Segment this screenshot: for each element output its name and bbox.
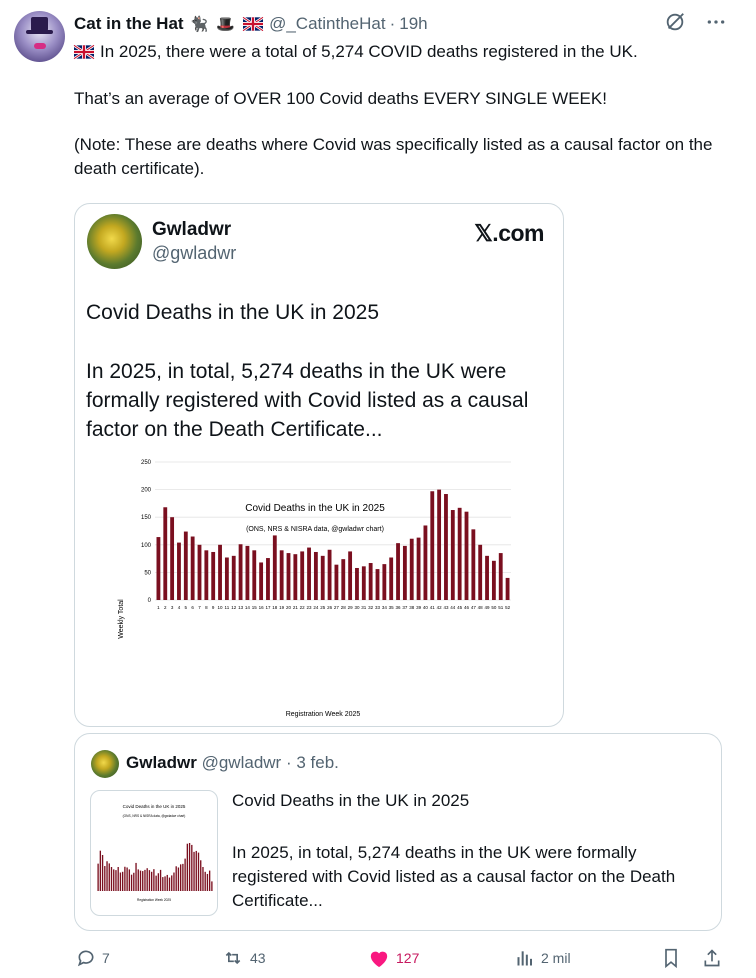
chart-x-tick-label: 27 (333, 605, 339, 610)
chart-x-tick-label: 19 (279, 605, 285, 610)
chart-bar (184, 532, 188, 600)
chart-x-ticks (157, 605, 510, 610)
post-top-actions (664, 11, 726, 33)
chart-y-tick-label: 200 (140, 487, 151, 494)
thumb-chart-bar (211, 881, 212, 891)
thumb-chart-bar (97, 864, 98, 891)
repost-button[interactable] (222, 948, 266, 968)
post-text (74, 40, 734, 180)
chart-x-tick-label: 37 (402, 605, 408, 610)
thumb-chart-bar (173, 873, 174, 891)
quoted-author-handle: @gwladwr (201, 753, 282, 772)
chart-bar (307, 548, 311, 600)
thumb-chart-bar (158, 873, 159, 891)
chart-bar (437, 490, 441, 600)
chart-bar (403, 546, 407, 600)
thumb-chart-bar (164, 876, 165, 891)
chart-x-tick-label: 49 (484, 605, 490, 610)
chart-x-tick-label: 18 (272, 605, 278, 610)
author-name[interactable]: Cat in the Hat (74, 14, 184, 33)
chart-x-tick-label: 13 (238, 605, 244, 610)
chart-x-tick-label: 7 (198, 605, 201, 610)
thumb-chart-bar (129, 869, 130, 891)
chart-x-tick-label: 40 (422, 605, 428, 610)
chart-x-label: Registration Week 2025 (285, 711, 361, 718)
post-action-bar (0, 944, 756, 978)
thumb-chart-bar (205, 872, 206, 891)
thumb-chart-bar (176, 866, 177, 891)
grok-icon[interactable] (664, 11, 686, 33)
thumb-chart-bar (155, 876, 156, 891)
thumb-chart-bar (160, 870, 161, 891)
chart-x-tick-label: 51 (498, 605, 504, 610)
thumb-chart-bar (131, 875, 132, 891)
chart-bar (321, 556, 325, 600)
chart-x-tick-label: 8 (205, 605, 208, 610)
thumb-chart-bars (97, 843, 212, 891)
thumb-chart-bar (100, 851, 101, 891)
chart-bar (170, 517, 174, 600)
reply-icon (76, 948, 96, 968)
chart-x-tick-label: 35 (388, 605, 394, 610)
chart-bar (478, 545, 482, 600)
post-time[interactable]: 19h (399, 14, 428, 33)
thumb-chart-bar (207, 874, 208, 891)
chart-x-tick-label: 46 (463, 605, 470, 610)
chart-x-tick-label: 45 (457, 605, 463, 610)
chart-x-tick-label: 38 (409, 605, 415, 610)
reply-button[interactable] (76, 948, 110, 968)
chart-bar (458, 508, 462, 600)
chart-x-tick-label: 14 (244, 605, 250, 610)
avatar-bow (34, 43, 46, 49)
quoted-post-body: In 2025, in total, 5,274 deaths in the UK were formally registered with Covid listed as a causal factor on the Death Certificate... (232, 843, 676, 910)
thumb-chart-bar (133, 873, 134, 891)
share-icon (702, 948, 722, 968)
chart-bar (266, 558, 270, 600)
thumb-chart-bar (102, 855, 103, 891)
chart-bar (232, 556, 236, 600)
chart-bar (225, 557, 229, 600)
chart-bar (239, 544, 243, 600)
chart-bar (191, 537, 195, 600)
thumb-chart-subtitle: (ONS, NRS & NISRA data, @gwladwr chart) (122, 814, 186, 818)
chart-subtitle: (ONS, NRS & NISRA data, @gwladwr chart) (246, 526, 384, 533)
thumb-chart-bar (142, 871, 143, 891)
chart-y-tick-label: 250 (140, 460, 151, 466)
chart-bar (499, 553, 503, 600)
chart-x-tick-label: 39 (416, 605, 422, 610)
card-author-name: Gwladwr (152, 219, 232, 240)
thumb-chart-bar (153, 869, 154, 891)
chart-x-tick-label: 5 (184, 605, 188, 610)
author-emojis: 🐈‍⬛ 🎩 (189, 16, 238, 33)
chart-bar (417, 538, 421, 600)
chart-x-tick-label: 30 (354, 605, 360, 610)
thumb-chart-bar (115, 870, 116, 891)
chart-x-tick-label: 48 (477, 605, 483, 610)
quoted-chart-thumbnail[interactable] (90, 790, 218, 916)
thumb-chart-bar (122, 872, 123, 891)
chart-bar (177, 543, 181, 600)
repost-count: 43 (250, 950, 266, 966)
chart-x-tick-label: 12 (231, 605, 237, 610)
thumb-chart-bar (167, 875, 168, 891)
thumb-chart-bar (126, 867, 127, 891)
chart-bar (382, 564, 386, 600)
chart-bar (211, 552, 215, 600)
chart-bar (280, 550, 284, 600)
views-button[interactable] (515, 948, 571, 968)
chart-x-tick-label: 23 (306, 605, 312, 610)
thumb-chart-bar (178, 867, 179, 891)
thumb-chart-bar (184, 859, 185, 891)
uk-flag-icon (243, 17, 263, 31)
more-options-icon[interactable] (706, 12, 726, 32)
chart-bar (246, 546, 250, 600)
thumb-chart-bar (169, 878, 170, 891)
chart-x-tick-label: 16 (258, 605, 264, 610)
thumb-chart-bar (182, 864, 183, 891)
chart-x-tick-label: 10 (217, 605, 223, 610)
views-icon (515, 948, 535, 968)
chart-bar (396, 543, 400, 600)
thumb-chart-bar (189, 843, 190, 891)
thumb-chart-bar (180, 864, 181, 891)
chart-y-tick-label: 100 (140, 542, 151, 549)
thumb-chart-bar (124, 867, 125, 891)
chart-x-tick-label: 52 (505, 605, 511, 610)
chart-x-tick-label: 29 (347, 605, 353, 610)
thumb-chart-bar (200, 860, 201, 891)
thumb-chart-bar (138, 869, 139, 891)
thumb-chart-bar (135, 863, 136, 891)
chart-bar (314, 552, 318, 600)
thumb-chart-bar (113, 869, 114, 891)
chart-bar (471, 529, 475, 600)
chart-bar (348, 551, 352, 600)
chart-x-tick-label: 20 (285, 605, 292, 610)
thumb-chart-bar (109, 863, 110, 891)
chart-bar (465, 512, 469, 600)
chart-x-tick-label: 41 (429, 605, 435, 610)
thumb-chart-bar (147, 868, 148, 891)
chart-x-tick-label: 50 (491, 605, 497, 610)
thumb-chart-bar (106, 861, 107, 891)
chart-bar (328, 550, 332, 600)
chart-x-tick-label: 22 (299, 605, 305, 610)
chart-x-tick-label: 47 (470, 605, 476, 610)
chart-bar (355, 568, 359, 600)
chart-x-tick-label: 11 (224, 605, 230, 610)
chart-bar (444, 494, 448, 600)
chart-x-tick-label: 17 (265, 605, 271, 610)
thumb-chart-bar (162, 877, 163, 891)
chart-bar (259, 562, 263, 600)
thumb-chart-bar (118, 867, 119, 891)
chart-bar (335, 565, 339, 600)
chart-x-tick-label: 4 (177, 605, 181, 610)
quoted-separator: · (285, 753, 292, 772)
chart-x-tick-label: 24 (313, 605, 319, 610)
chart-x-tick-label: 43 (443, 605, 449, 610)
chart-bar (204, 550, 208, 600)
chart-x-tick-label: 15 (251, 605, 257, 610)
like-count: 127 (396, 950, 420, 966)
thumb-chart-title: Covid Deaths in the UK in 2025 (122, 804, 186, 809)
thumbnail-chart (91, 791, 217, 915)
chart-x-tick-label: 33 (374, 605, 381, 610)
avatar-hat (31, 17, 48, 31)
chart-x-tick-label: 3 (170, 605, 174, 610)
chart-bar (451, 510, 455, 600)
chart-bar (218, 545, 222, 600)
chart-x-tick-label: 21 (292, 605, 298, 610)
chart-bar (376, 569, 380, 600)
thumb-chart-bar (149, 870, 150, 891)
post-header (74, 12, 428, 36)
chart-y-tick-label: 150 (140, 515, 151, 522)
chart-bar (252, 550, 256, 600)
chart-x-tick-label: 31 (361, 605, 367, 610)
chart-x-tick-label: 26 (327, 605, 333, 610)
chart-y-label: Weekly Total (118, 599, 125, 639)
author-avatar[interactable] (14, 11, 65, 62)
card-body: In 2025, in total, 5,274 deaths in the UK were formally registered with Covid listed as a causal factor on the Death Certificate... (86, 360, 529, 441)
chart-x-tick-label: 36 (395, 605, 401, 610)
chart-x-tick-label: 2 (164, 605, 167, 610)
embedded-post-card[interactable] (74, 203, 564, 727)
chart-x-tick-label: 25 (320, 605, 326, 610)
chart-bar (163, 507, 167, 600)
chart-bar (492, 561, 496, 600)
author-handle[interactable]: @_CatintheHat (269, 14, 386, 33)
thumb-chart-bar (191, 845, 192, 891)
chart-bar (506, 578, 510, 600)
chart-y-tick-label: 50 (144, 570, 151, 577)
chart-x-tick-label: 28 (340, 605, 346, 610)
quoted-post-date: 3 feb. (296, 753, 339, 772)
x-com-logo: 𝕏.com (474, 220, 544, 246)
thumb-chart-bar (151, 872, 152, 891)
quoted-post[interactable] (74, 733, 722, 931)
chart-bar (273, 535, 277, 600)
thumb-chart-bar (144, 870, 145, 891)
covid-deaths-chart (75, 460, 563, 724)
chart-bar (293, 554, 297, 600)
chart-bar (410, 539, 414, 600)
chart-x-tick-label: 44 (450, 605, 456, 610)
quoted-post-header (126, 753, 339, 773)
thumb-chart-bar (140, 871, 141, 891)
bookmark-icon (662, 948, 680, 968)
post-text-line-1 (74, 40, 734, 64)
card-title: Covid Deaths in the UK in 2025 (86, 301, 380, 324)
chart-bar (287, 553, 291, 600)
chart-bar (157, 537, 161, 600)
like-button[interactable] (368, 948, 419, 968)
chart-bar (485, 556, 489, 600)
chart-x-tick-label: 34 (381, 605, 387, 610)
thumb-chart-bar (202, 867, 203, 891)
views-count: 2 mil (541, 950, 571, 966)
chart-x-tick-label: 32 (368, 605, 374, 610)
uk-flag-icon (74, 45, 94, 59)
heart-icon (368, 948, 390, 968)
chart-bar (369, 563, 373, 600)
thumb-chart-bar (120, 873, 121, 891)
thumb-chart-bar (111, 867, 112, 891)
chart-bar (430, 491, 434, 600)
post-text-line-2: That’s an average of OVER 100 Covid deaths EVERY SINGLE WEEK! (74, 88, 607, 108)
quoted-author-avatar (91, 750, 119, 778)
thumb-chart-bar (196, 851, 197, 891)
thumb-chart-bar (198, 853, 199, 891)
thumb-chart-bar (187, 844, 188, 891)
thumb-chart-bar (193, 852, 194, 891)
thumb-chart-bar (104, 866, 105, 891)
chart-x-tick-label: 1 (157, 605, 160, 610)
meta-separator: · (389, 14, 396, 33)
chart-bar (300, 551, 304, 600)
chart-bar (341, 559, 345, 600)
quoted-author-name: Gwladwr (126, 753, 197, 772)
thumb-chart-x-label: Registration Week 2025 (137, 898, 171, 902)
post-text-line-3: (Note: These are deaths where Covid was specifically listed as a causal factor on the death certificate). (74, 135, 713, 178)
quoted-post-title: Covid Deaths in the UK in 2025 (232, 791, 470, 810)
chart-bar (198, 545, 202, 600)
chart-x-tick-label: 9 (211, 605, 215, 610)
card-author-handle: @gwladwr (152, 243, 237, 263)
thumb-chart-bar (171, 875, 172, 891)
post-text-line-1-text: In 2025, there were a total of 5,274 COVID deaths registered in the UK. (100, 42, 638, 61)
thumb-chart-bar (209, 871, 210, 891)
chart-bar (362, 566, 366, 600)
share-button[interactable] (702, 948, 722, 968)
bookmark-button[interactable] (662, 948, 680, 968)
reply-count: 7 (102, 950, 110, 966)
chart-x-tick-label: 42 (436, 605, 442, 610)
chart-y-tick-label: 0 (147, 598, 151, 604)
chart-title: Covid Deaths in the UK in 2025 (245, 503, 385, 514)
chart-bar (389, 557, 393, 600)
chart-x-tick-label: 6 (191, 605, 194, 610)
chart-bar (424, 525, 428, 600)
repost-icon (222, 948, 244, 968)
card-avatar (87, 214, 142, 269)
